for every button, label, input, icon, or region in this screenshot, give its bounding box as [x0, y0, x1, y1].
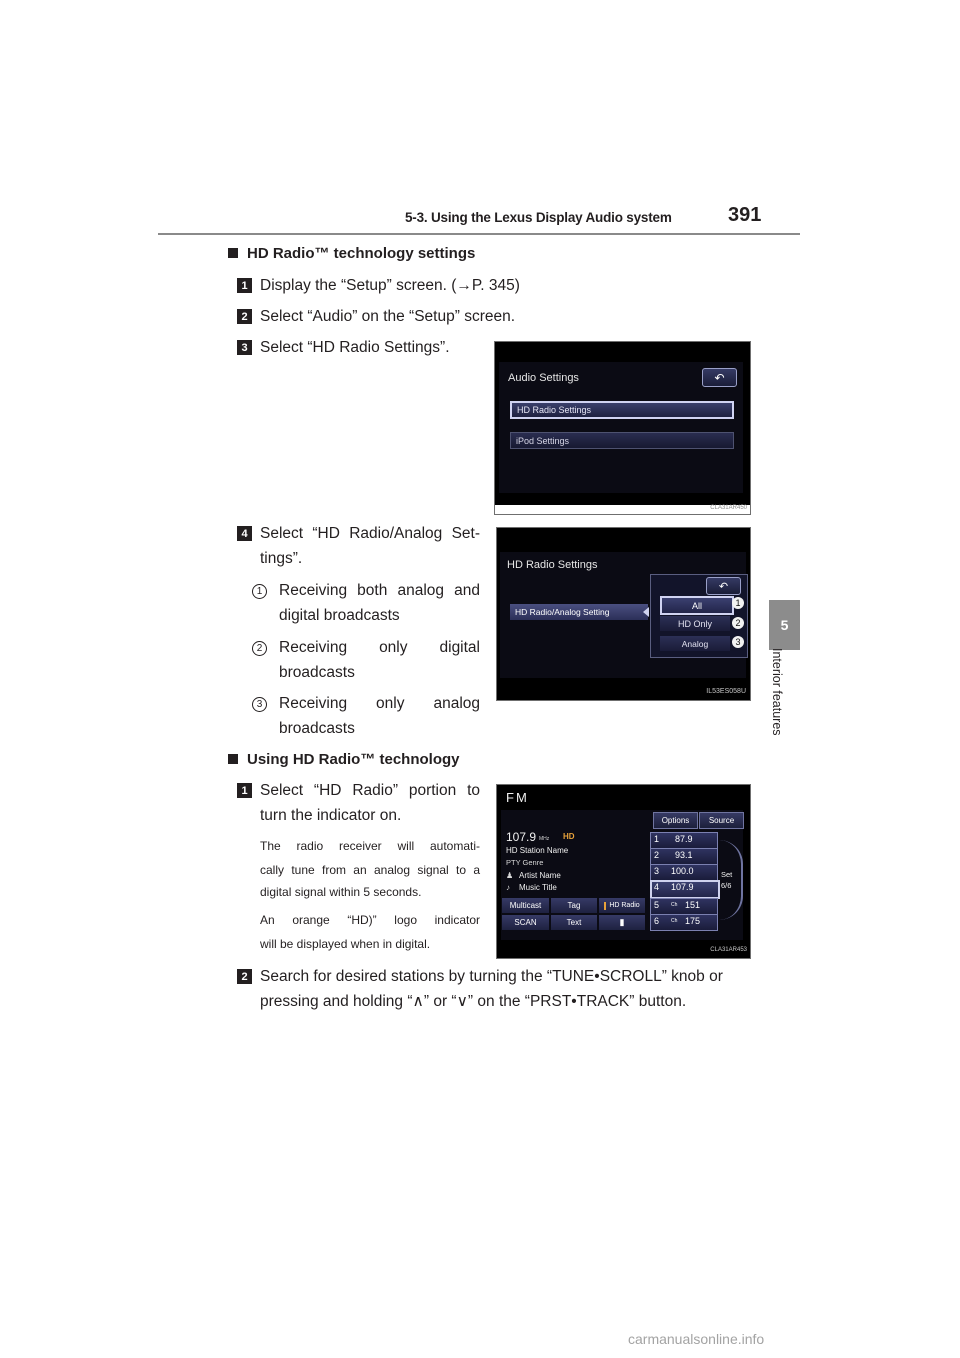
option-number: 3 [252, 697, 267, 712]
screen-title: HD Radio Settings [507, 559, 598, 571]
step-text: Display the “Setup” screen. (→P. 345) [260, 277, 520, 294]
preset-button[interactable]: 6 Ch 175 [650, 914, 718, 931]
step-number: 3 [237, 340, 252, 355]
note-line: The radio receiver will automati- [260, 839, 480, 853]
callout-number: 1 [732, 597, 744, 609]
preset-button[interactable]: 5 Ch 151 [650, 898, 718, 915]
pty-genre: PTY Genre [506, 858, 544, 867]
option-number: 1 [252, 584, 267, 599]
section-heading-settings [228, 245, 475, 262]
image-code: IL53ES058U [706, 688, 746, 695]
option-analog[interactable]: Analog [660, 636, 730, 651]
option-number: 2 [252, 641, 267, 656]
menu-item-ipod-settings[interactable]: iPod Settings [510, 432, 734, 449]
step-number: 1 [237, 278, 252, 293]
station-name: HD Station Name [506, 846, 569, 855]
screen-area [500, 552, 746, 678]
return-arrow-icon: ↶ [718, 580, 729, 593]
indicator-icon [604, 902, 606, 910]
artist-name: Artist Name [519, 871, 561, 880]
volume-button[interactable] [599, 915, 645, 930]
header-rule [158, 233, 800, 235]
music-note-icon: ♪ [506, 883, 510, 892]
chapter-tab [769, 600, 800, 650]
option-text: Receiving only analog [279, 695, 480, 712]
step-text: Select “Audio” on the “Setup” screen. [260, 308, 516, 325]
back-button[interactable] [702, 368, 737, 387]
speaker-icon: ▮ [619, 917, 625, 927]
screen-title: Audio Settings [508, 372, 579, 384]
bullet-square-icon [228, 248, 238, 258]
watermark: carmanualsonline.info [628, 1331, 765, 1347]
section-heading-using [228, 751, 460, 768]
screenshot-audio-settings [494, 341, 751, 515]
step-text: Select “HD Radio” portion to [260, 782, 480, 799]
return-arrow-icon: ↶ [714, 370, 725, 385]
note-line: will be displayed when in digital. [260, 937, 431, 951]
page-number: 391 [728, 204, 762, 226]
option-text-cont: broadcasts [279, 664, 355, 681]
set-arc [719, 840, 743, 920]
option-text-cont: broadcasts [279, 720, 355, 737]
step-number: 4 [237, 526, 252, 541]
step-text: Search for desired stations by turning the “TUNE•SCROLL” knob or [260, 968, 723, 985]
step-text-cont: tings”. [260, 550, 303, 567]
section-title: 5-3. Using the Lexus Display Audio system [405, 210, 672, 225]
step-text-cont: pressing and holding “∧” or “∨” on the “PRST•TRACK” button. [260, 993, 687, 1010]
chapter-title: Interior features [770, 648, 784, 736]
multicast-button[interactable]: Multicast [502, 898, 549, 913]
note-line: digital signal within 5 seconds. [260, 885, 422, 899]
pointer-arrow-icon [643, 607, 649, 617]
set-page: 6/6 [721, 881, 732, 890]
scan-button[interactable]: SCAN [502, 915, 549, 930]
hd-radio-label: HD Radio [609, 902, 640, 909]
option-all[interactable]: All [660, 596, 734, 615]
note-line: An orange “HD)” logo indicator [260, 913, 480, 927]
preset-button[interactable]: 2 93.1 [650, 848, 718, 865]
heading-text: HD Radio™ technology settings [247, 245, 476, 262]
frequency-readout: 107.9 [506, 830, 537, 844]
screenshot-hd-radio-settings [496, 527, 751, 701]
bullet-square-icon [228, 754, 238, 764]
image-code: CLA31AR450 [710, 505, 747, 511]
person-icon: ♟ [506, 871, 514, 880]
preset-button[interactable]: 1 87.9 [650, 832, 718, 849]
option-text-cont: digital broadcasts [279, 607, 400, 624]
callout-number: 3 [732, 636, 744, 648]
options-button[interactable]: Options [653, 812, 698, 829]
preset-button[interactable]: 3 100.0 [650, 864, 718, 881]
heading-text: Using HD Radio™ technology [247, 751, 460, 768]
set-label: Set [721, 870, 733, 879]
step-number: 2 [237, 309, 252, 324]
menu-item-hd-radio-settings[interactable]: HD Radio Settings [510, 401, 734, 419]
callout-number: 2 [732, 617, 744, 629]
music-title: Music Title [519, 883, 557, 892]
step-text: Select “HD Radio Settings”. [260, 339, 450, 356]
chapter-number: 5 [780, 617, 789, 633]
step-number: 2 [237, 969, 252, 984]
tag-button[interactable]: Tag [551, 898, 597, 913]
step-text-cont: turn the indicator on. [260, 807, 402, 824]
back-button[interactable] [706, 577, 741, 595]
option-hd-only[interactable]: HD Only [660, 616, 730, 631]
setting-hd-radio-analog[interactable]: HD Radio/Analog Setting [510, 604, 648, 620]
option-text: Receiving both analog and [279, 582, 480, 599]
preset-button-active[interactable]: 4 107.9 [650, 880, 720, 899]
band-label: FM [506, 790, 529, 805]
hd-radio-button[interactable] [599, 898, 645, 913]
text-button[interactable]: Text [551, 915, 597, 930]
screenshot-fm-radio [496, 784, 751, 959]
hd-logo-icon: HD [563, 832, 575, 841]
step-text: Select “HD Radio/Analog Set- [260, 525, 480, 542]
option-text: Receiving only digital [279, 639, 480, 656]
note-line: cally tune from an analog signal to a [260, 863, 480, 877]
step-number: 1 [237, 783, 252, 798]
screen-area [499, 362, 743, 493]
image-code: CLA31AR453 [710, 947, 747, 953]
source-button[interactable]: Source [699, 812, 744, 829]
frequency-unit: MHz [539, 836, 550, 842]
